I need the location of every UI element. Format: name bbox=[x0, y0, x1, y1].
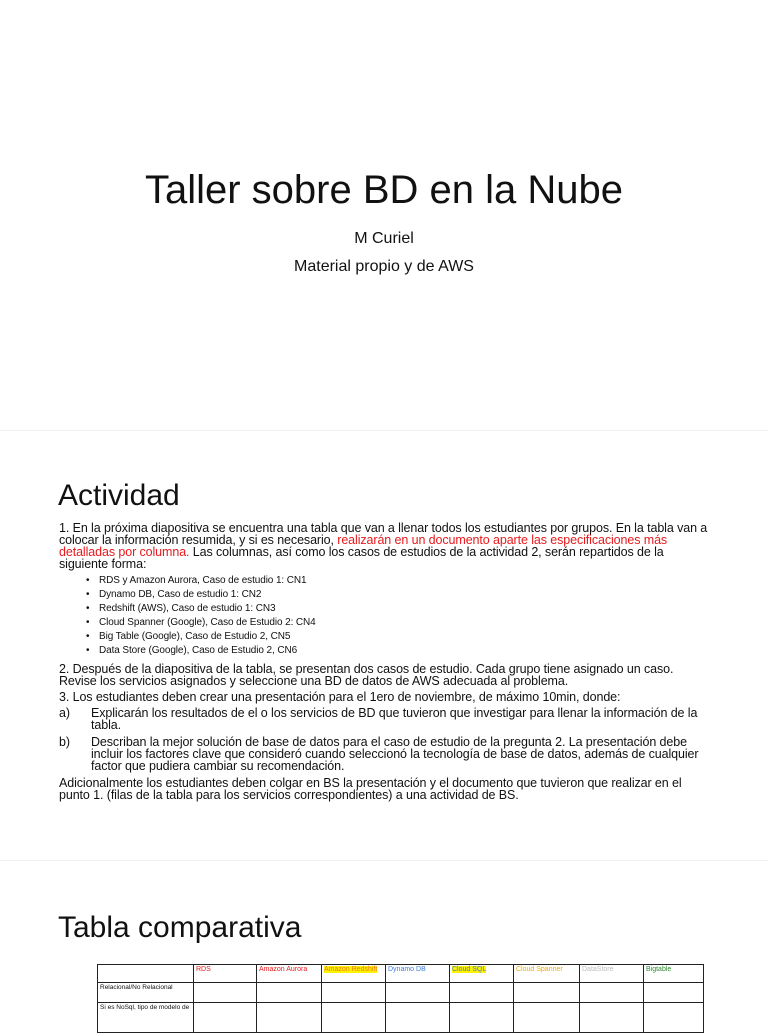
item-b bbox=[59, 736, 714, 772]
paragraph-1-text-end: Las columnas, así como los casos de estudios de la actividad 2, serán repartidos de la siguiente forma: bbox=[59, 545, 664, 571]
assignment-item: • Cloud Spanner (Google), Caso de Estudio 2: CN4 bbox=[86, 616, 714, 630]
table-row bbox=[98, 983, 704, 1003]
paragraph-1-text: 1. En la próxima diapositiva se encuentra una tabla que van a llenar todos los estudiantes por grupos. En la tabla van a colocar la información resumida, y si es necesario, bbox=[59, 521, 708, 547]
author-name: M Curiel bbox=[354, 230, 414, 247]
activity-slide bbox=[0, 430, 768, 861]
table-cell bbox=[322, 983, 386, 1003]
assignment-list bbox=[59, 574, 714, 658]
paragraph-2: 2. Después de la diapositiva de la tabla, se presentan dos casos de estudio. Cada grupo tiene asignado un caso. Revise los servicios asignados y seleccione una BD de datos de AWS adecuada al problema. bbox=[59, 662, 674, 688]
column-header-label: RDS bbox=[196, 966, 211, 973]
table-cell bbox=[514, 983, 580, 1003]
row-label: Relacional/No Relacional bbox=[98, 983, 194, 1003]
table-cell bbox=[644, 983, 704, 1003]
table-cell bbox=[450, 983, 514, 1003]
table-cell bbox=[386, 983, 450, 1003]
table-cell bbox=[322, 1003, 386, 1033]
table-cell bbox=[514, 1003, 580, 1033]
assignment-item: • Redshift (AWS), Caso de estudio 1: CN3 bbox=[86, 602, 714, 616]
table-header-row bbox=[98, 965, 704, 983]
item-a bbox=[59, 707, 714, 731]
paragraph-1 bbox=[59, 522, 714, 570]
table-corner-cell bbox=[98, 965, 194, 983]
table-slide bbox=[0, 860, 768, 1025]
row-label: Si es NoSql, tipo de modelo de bbox=[98, 1003, 194, 1033]
table-heading: Tabla comparativa bbox=[58, 911, 302, 944]
table-cell bbox=[194, 983, 257, 1003]
item-a-letter: a) bbox=[59, 706, 70, 720]
column-header-label: Amazon Aurora bbox=[259, 966, 308, 973]
assignment-item: • RDS y Amazon Aurora, Caso de estudio 1: CN1 bbox=[86, 574, 714, 588]
column-header bbox=[257, 965, 322, 983]
paragraph-3: 3. Los estudiantes deben crear una presentación para el 1ero de noviembre, de máximo 10min, donde: bbox=[59, 690, 621, 704]
table-cell bbox=[257, 1003, 322, 1033]
presentation-title: Taller sobre BD en la Nube bbox=[144, 168, 624, 212]
column-header bbox=[644, 965, 704, 983]
table-cell bbox=[450, 1003, 514, 1033]
comparison-table bbox=[97, 964, 704, 1033]
column-header bbox=[580, 965, 644, 983]
column-header bbox=[322, 965, 386, 983]
column-header-label: Bigtable bbox=[646, 966, 672, 973]
column-header bbox=[514, 965, 580, 983]
paragraph-1-highlight: realizarán en un documento aparte las especificaciones más detalladas por columna. bbox=[59, 533, 668, 559]
table-row bbox=[98, 1003, 704, 1033]
source-note: Material propio y de AWS bbox=[294, 258, 474, 275]
column-header bbox=[194, 965, 257, 983]
table-cell bbox=[580, 1003, 644, 1033]
assignment-item: • Big Table (Google), Caso de Estudio 2, CN5 bbox=[86, 630, 714, 644]
activity-body bbox=[59, 522, 714, 805]
column-header bbox=[450, 965, 514, 983]
column-header-label: Cloud Spanner bbox=[516, 966, 563, 973]
table-cell bbox=[386, 1003, 450, 1033]
table-cell bbox=[194, 1003, 257, 1033]
column-header-label: DataStore bbox=[582, 966, 614, 973]
item-b-text: Describan la mejor solución de base de datos para el caso de estudio de la pregunta 2. La presentación debe incluir los factores clave que consideró cuando seleccionó la tecnología de base de datos, además de cualquier factor que pudiera cambiar su recomendación. bbox=[91, 735, 699, 773]
activity-heading: Actividad bbox=[58, 479, 180, 512]
paragraph-4: Adicionalmente los estudiantes deben colgar en BS la presentación y el documento que tuvieron que realizar en el punto 1. (filas de la tabla para los servicios correspondientes) a una actividad de BS. bbox=[59, 776, 682, 802]
column-header bbox=[386, 965, 450, 983]
table-cell bbox=[257, 983, 322, 1003]
title-slide bbox=[0, 0, 768, 430]
item-a-text: Explicarán los resultados de el o los servicios de BD que tuvieron que investigar para llenar la información de la tabla. bbox=[91, 706, 698, 732]
table-cell bbox=[580, 983, 644, 1003]
assignment-item: • Dynamo DB, Caso de estudio 1: CN2 bbox=[86, 588, 714, 602]
item-b-letter: b) bbox=[59, 735, 70, 749]
column-header-label: Dynamo DB bbox=[388, 966, 426, 973]
table-cell bbox=[644, 1003, 704, 1033]
column-header-label: Amazon Redshift bbox=[324, 966, 378, 973]
column-header-label: Cloud SQL bbox=[452, 966, 487, 973]
assignment-item: • Data Store (Google), Caso de Estudio 2, CN6 bbox=[86, 644, 714, 658]
